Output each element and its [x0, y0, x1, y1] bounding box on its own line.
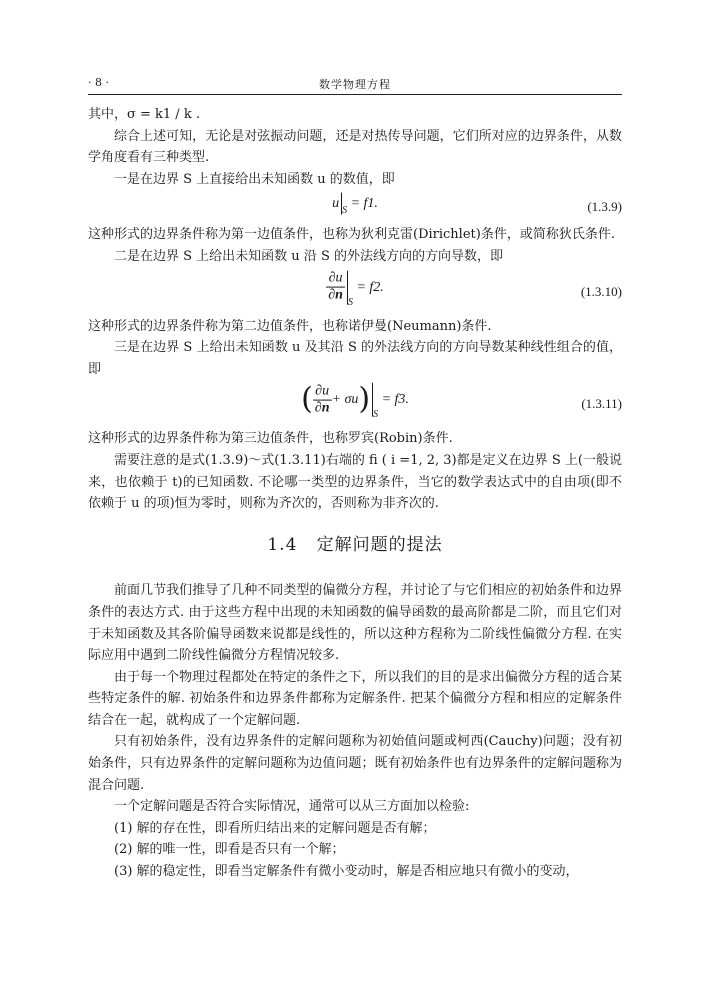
paragraph-third-type: 三是在边界 S 上给出未知函数 u 及其沿 S 的外法线方向的方向导数某种线性组合的值，即 [88, 340, 622, 377]
eq3-sub-s: S [373, 409, 379, 421]
eq2-sub-s: S [347, 296, 353, 308]
paragraph-summary: 综合上述可知，无论是对弦振动问题，还是对热传导问题，它们所对应的边界条件，从数学角度看有三种类型. [88, 128, 622, 166]
eq2-rhs: = f2. [356, 279, 384, 295]
eq3-denominator: ∂n [314, 400, 330, 416]
paragraph-problem-types: 只有初始条件，没有边界条件的定解问题称为初始值问题或柯西(Cauchy)问题；没有初始条件，只有边界条件的定解问题称为边值问题；既有初始条件也有边界条件的定解问题称为混合问题. [88, 734, 622, 793]
paragraph-homogeneous: 需要注意的是式(1.3.9)～式(1.3.11)右端的 fi ( i =1, 2, 3)都是定义在边界 S 上(一般说来，也依赖于 t)的已知函数. 不论哪一类型的边界条件，当它的数学表达式中的自由项(即不依赖于 u 的项)恒为零时，则称为齐次的，否则称为非齐次的. [88, 452, 622, 512]
eq1-u: u [332, 196, 340, 212]
equation-1-3-11: ( $\frac{\partial u}{\partial n}$ + σu) $_S$ = f3. (1.3.11) [301, 381, 622, 421]
eq1-sub-s: S [342, 205, 348, 217]
section-heading [88, 535, 622, 557]
paragraph-first-type: 一是在边界 S 上直接给出未知函数 u 的数值，即 [114, 171, 395, 187]
eq1-rhs: = f1. [350, 196, 378, 212]
paragraph-robin: 这种形式的边界条件称为第三边值条件，也称罗宾(Robin)条件. [88, 431, 453, 447]
eq2-fraction [326, 271, 345, 304]
eq2-denominator: ∂n [328, 287, 343, 303]
paragraph-sigma: 其中，σ = k1 / k . [88, 107, 200, 122]
eq3-rhs: = f3. [381, 392, 409, 408]
eq3-fraction [313, 383, 332, 416]
paragraph-second-order: 前面几节我们推导了几种不同类型的偏微分方程，并讨论了与它们相应的初始条件和边界条件的表达方式. 由于这些方程中出现的未知函数的偏导函数的最高阶都是二阶，而且它们对于未知函数及其各阶偏导函数来说都是线性的，所以这种方程称为二阶线性偏微分方程. 在实际应用中遇到二阶线性偏微分方程情况较多. [88, 583, 622, 664]
list-item-stability: (3) 解的稳定性，即看当定解条件有微小变动时，解是否相应地只有微小的变动， [114, 864, 579, 880]
paragraph-checks: 一个定解问题是否符合实际情况，通常可以从三方面加以检验: [114, 799, 470, 815]
equation-1-3-9 [88, 190, 622, 224]
paragraph-neumann: 这种形式的边界条件称为第二边值条件，也称诺伊曼(Neumann)条件. [88, 318, 492, 334]
running-header [88, 68, 622, 95]
section-number: 1.4 [267, 534, 298, 555]
eq3-numerator: ∂u [313, 383, 332, 400]
paragraph-definite-conditions: 由于每一个物理过程都处在特定的条件之下，所以我们的目的是求出偏微分方程的适合某些特定条件的解. 初始条件和边界条件都称为定解条件. 把某个偏微分方程和相应的定解条件结合在一起，就构成了一个定解问题. [88, 669, 622, 728]
page-number: · 8 · [88, 76, 109, 89]
section-title: 定解问题的提法 [316, 534, 443, 555]
eq2-numerator: ∂u [326, 271, 345, 288]
running-title: 数学物理方程 [319, 78, 391, 91]
paragraph-dirichlet: 这种形式的边界条件称为第一边值条件，也称为狄利克雷(Dirichlet)条件，或简称狄氏条件. [88, 227, 615, 243]
list-item-uniqueness: (2) 解的唯一性，即看是否只有一个解； [114, 842, 345, 858]
eq1-number: (1.3.9) [587, 199, 622, 215]
page [88, 68, 622, 880]
eq2-number: (1.3.10) [580, 283, 622, 299]
equation-1-3-10 [88, 268, 622, 316]
list-item-existence: (1) 解的存在性，即看所归结出来的定解问题是否有解； [114, 820, 436, 836]
page-body [88, 104, 622, 883]
eq3-number: (1.3.11) [581, 396, 622, 412]
paragraph-second-type: 二是在边界 S 上给出未知函数 u 沿 S 的外法线方向的方向导数，即 [114, 248, 503, 264]
eq3-plus-sigma-u: + σu [331, 392, 359, 408]
